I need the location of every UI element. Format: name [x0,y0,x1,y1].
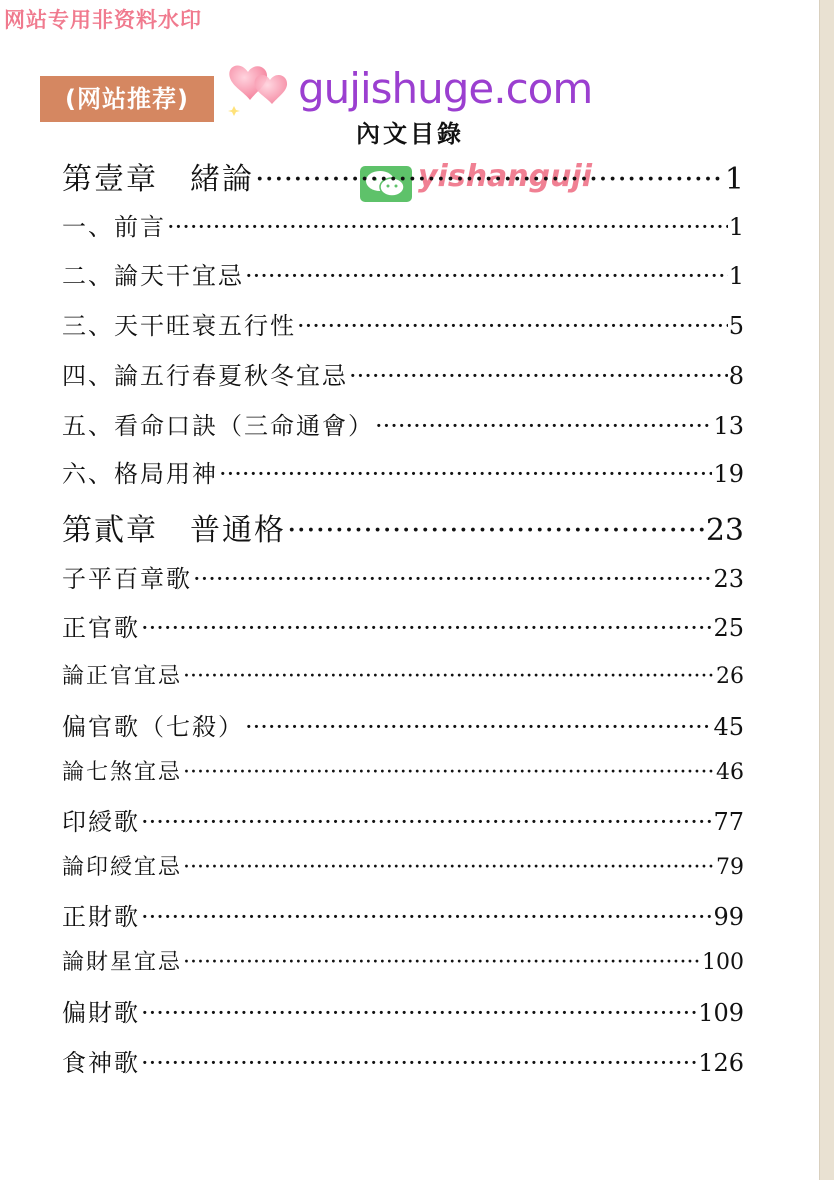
toc-leader-dots [141,614,712,642]
toc-leader-dots [183,760,715,785]
toc-page-number: 109 [698,999,744,1027]
watermark-badge: (网站推荐) [40,76,214,122]
toc-leader-dots [245,713,712,741]
page-edge-strip [820,0,834,1180]
toc-leader-dots [349,362,728,390]
watermark-site: gujishuge.com [298,64,593,113]
toc-leader-dots [183,664,715,689]
toc-entry [62,945,744,976]
toc-chapter-entry [62,505,744,549]
hearts-icon [226,60,296,116]
toc-page-number: 46 [716,760,744,785]
toc-entry-label: 六、格局用神 [62,460,218,488]
toc-entry-label: 一、前言 [62,213,166,241]
toc-leader-dots [297,312,728,340]
toc-leader-dots [141,999,697,1027]
toc-leader-dots [141,903,712,931]
toc-entry-label: 二、論天干宜忌 [62,262,244,290]
toc-entry [62,256,744,291]
toc-page-number: 1 [728,262,744,290]
toc-entry [62,897,744,932]
toc-leader-dots [255,159,724,197]
toc-leader-dots [375,412,712,440]
toc-page-number: 1 [724,162,744,197]
toc-page-number: 23 [705,513,744,548]
toc-leader-dots [193,565,712,593]
toc-page-number: 26 [716,664,744,689]
toc-entry-label: 子平百章歌 [62,565,192,593]
toc-leader-dots [219,460,712,488]
toc-page-number: 19 [713,460,744,488]
toc-entry-label: 三、天干旺衰五行性 [62,312,296,340]
watermark-top-text: 网站专用非资料水印 [4,8,202,32]
toc-entry-label: 第貳章 普通格 [62,513,286,548]
toc-entry-label: 論財星宜忌 [62,950,183,975]
toc-entry-label: 論印綬宜忌 [62,855,183,880]
toc-entry-label: 五、看命口訣（三命通會） [62,412,374,440]
toc-entry-label: 四、論五行春夏秋冬宜忌 [62,362,348,390]
toc-page-number: 79 [716,855,744,880]
toc-entry [62,850,744,881]
toc-entry [62,608,744,643]
toc-entry [62,1043,744,1078]
toc-entry [62,993,744,1028]
toc-page-number: 77 [713,808,744,836]
toc-title: 內文目錄 [356,119,464,148]
toc-page-number: 5 [728,312,744,340]
toc-page-number: 8 [728,362,744,390]
toc-entry [62,755,744,786]
toc-chapter-entry [62,154,744,198]
toc-leader-dots [183,855,715,880]
toc-entry-label: 偏官歌（七殺） [62,713,244,741]
toc-entry [62,802,744,837]
toc-leader-dots [287,513,705,548]
toc-entry-label: 正官歌 [62,614,140,642]
toc-entry-label: 第壹章 緒論 [62,162,254,197]
toc-entry-label: 論正官宜忌 [62,664,183,689]
toc-entry [62,406,744,441]
toc-leader-dots [141,808,712,836]
toc-page-number: 45 [713,713,744,741]
toc-entry-label: 食神歌 [62,1049,140,1077]
toc-leader-dots [167,213,728,241]
toc-leader-dots [245,262,728,290]
toc-entry [62,707,744,742]
toc-entry-label: 印綬歌 [62,808,140,836]
toc-entry [62,659,744,690]
toc-leader-dots [141,1049,697,1077]
toc-entry-label: 論七煞宜忌 [62,760,183,785]
toc-page-number: 100 [702,950,744,975]
toc-entry [62,559,744,594]
toc-entry [62,207,744,242]
toc-page-number: 126 [698,1049,744,1077]
toc-leader-dots [183,950,701,975]
toc-entry [62,454,744,489]
toc-entry [62,356,744,391]
watermark-wechat-id: yishanguji [418,159,593,194]
toc-page-number: 1 [728,213,744,241]
toc-entry-label: 正財歌 [62,903,140,931]
toc-page-number: 99 [713,903,744,931]
toc-page-number: 25 [713,614,744,642]
toc-page-number: 23 [713,565,744,593]
toc-page-number: 13 [713,412,744,440]
toc-entry-label: 偏財歌 [62,999,140,1027]
toc-entry [62,306,744,341]
